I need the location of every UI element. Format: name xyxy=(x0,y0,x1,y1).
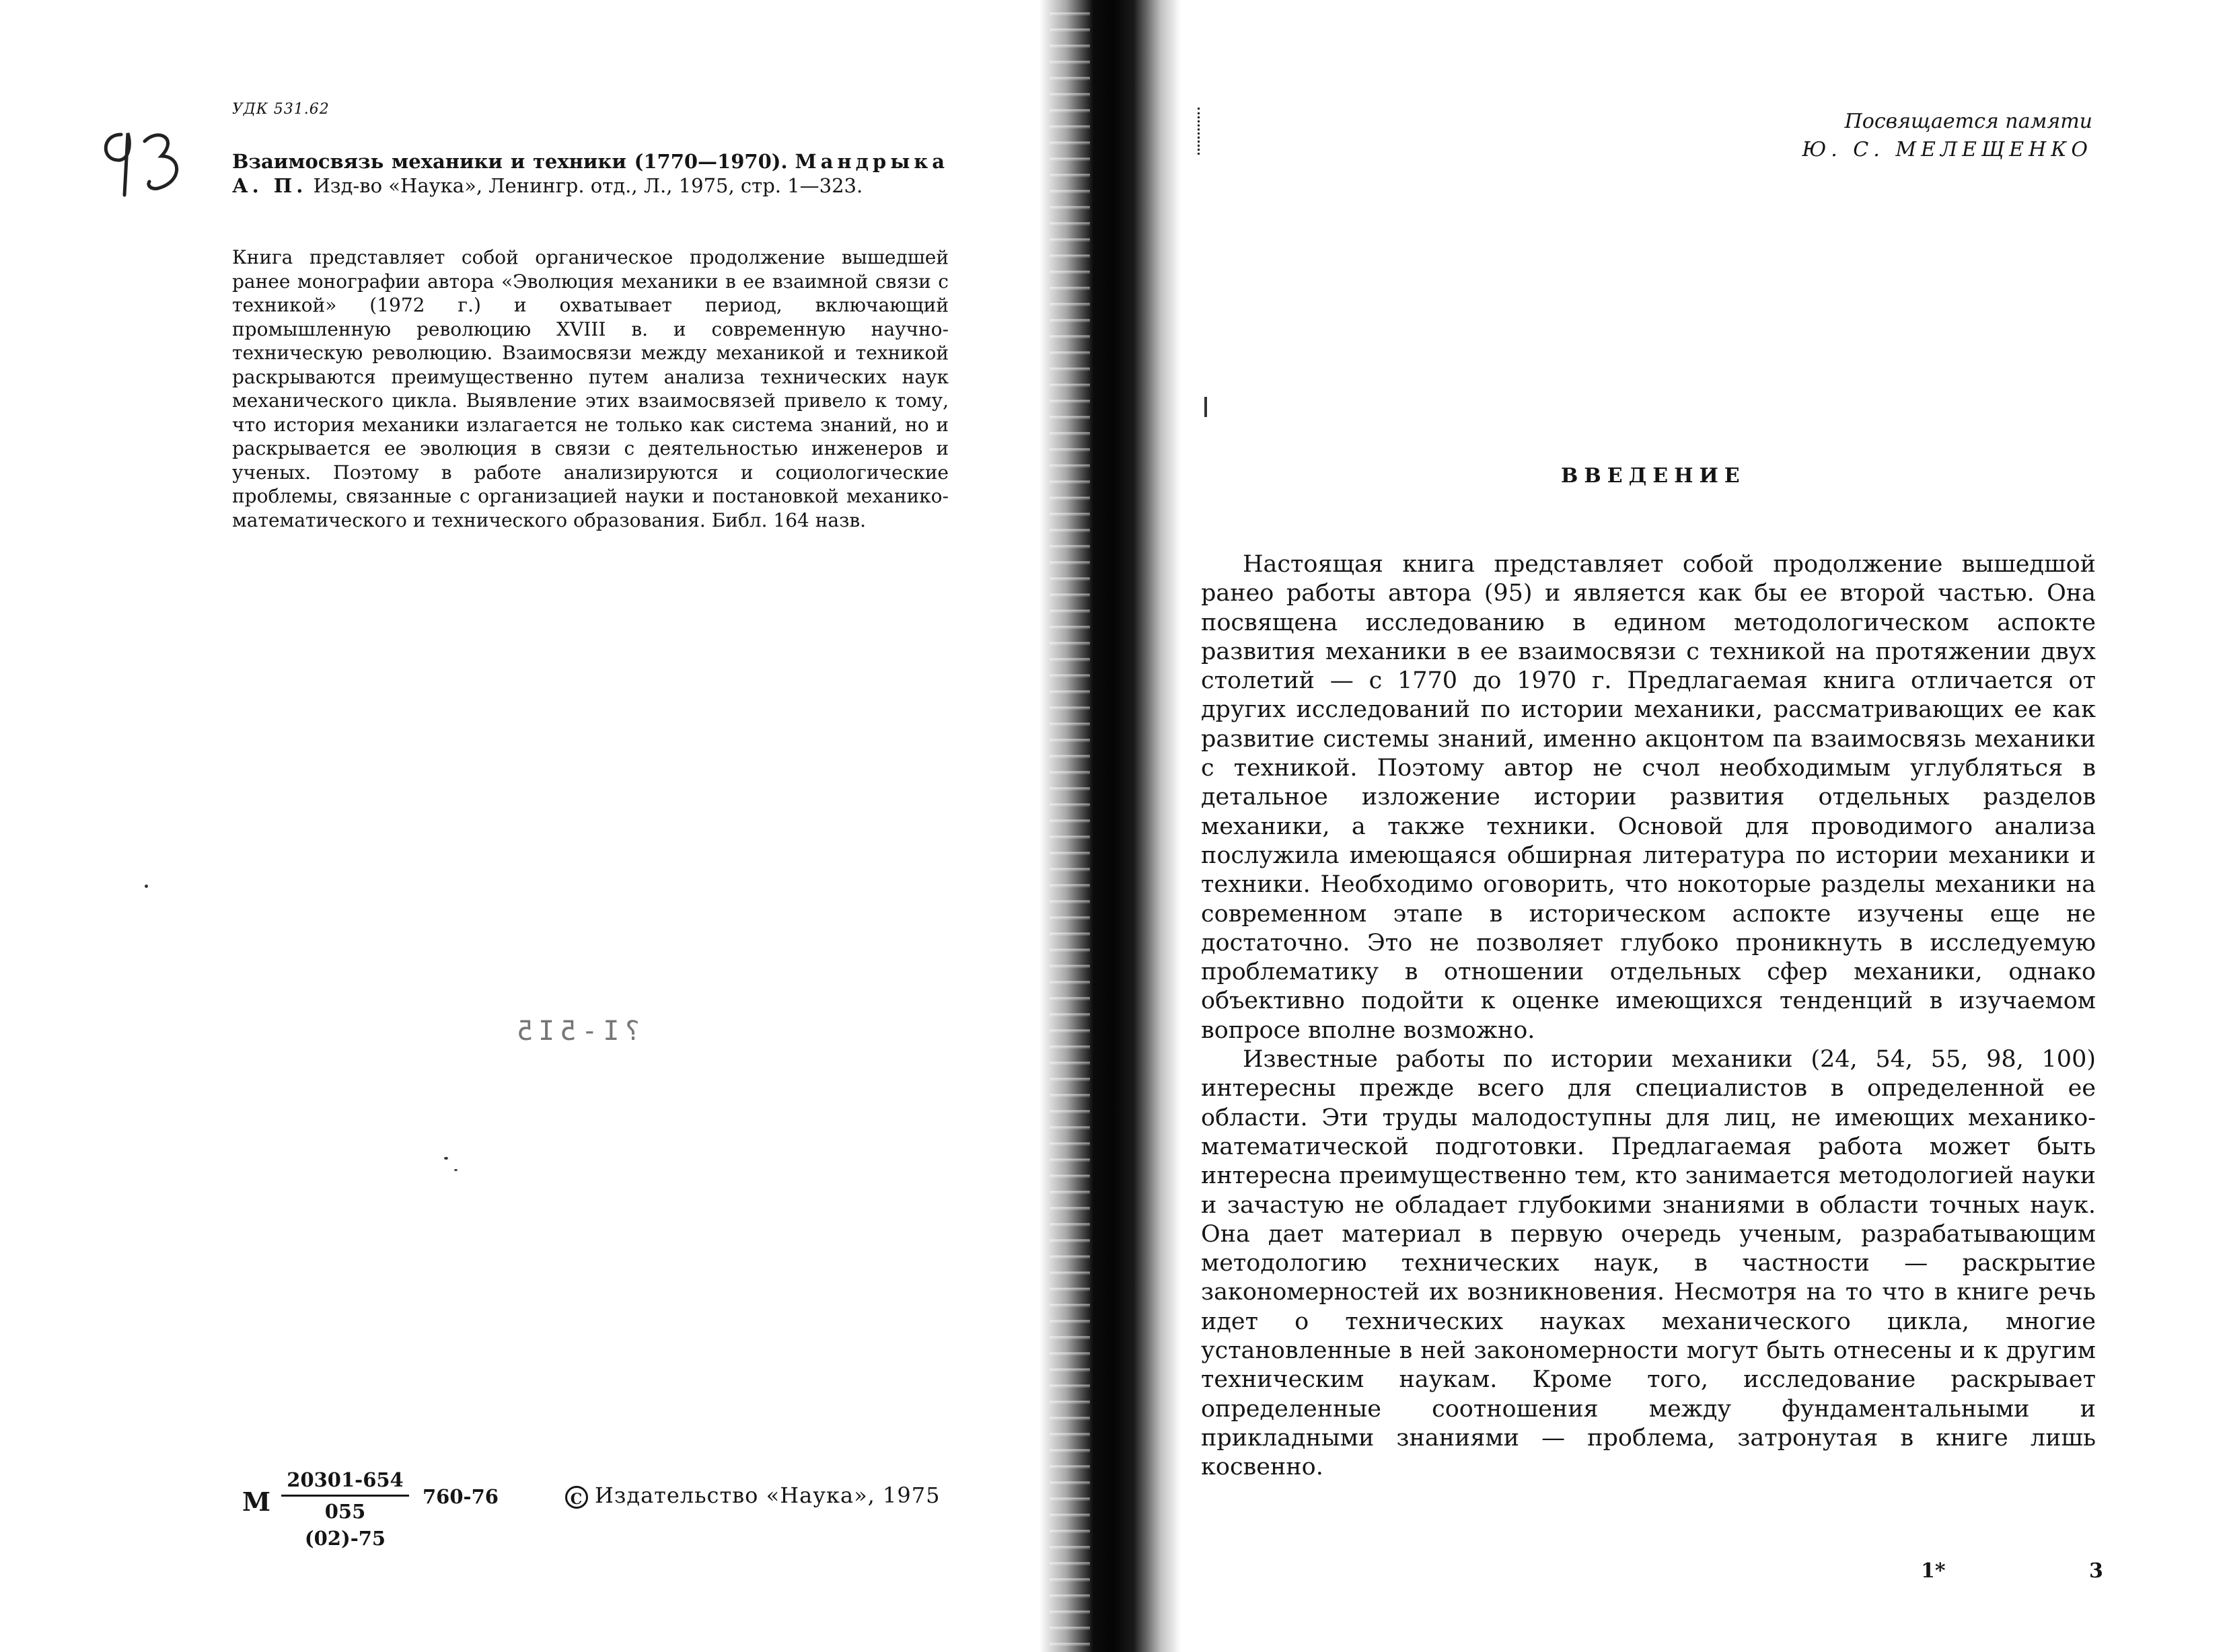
book-publisher: Изд-во «Наука», Ленингр. отд., Л., 1975, xyxy=(313,174,735,197)
dedication-line: Посвящается памяти xyxy=(1844,110,2092,133)
bibliographic-entry xyxy=(232,149,949,198)
copyright-line xyxy=(565,1482,940,1509)
library-stamp: ?I-5I5 xyxy=(511,1016,641,1047)
handwritten-number xyxy=(94,114,195,209)
book-pages: стр. 1—323. xyxy=(740,174,863,197)
speck xyxy=(145,885,148,888)
speck xyxy=(454,1169,458,1171)
imprint-fraction xyxy=(281,1466,409,1550)
margin-mark xyxy=(1204,397,1207,417)
introduction-text xyxy=(1201,550,2096,1482)
imprint-denominator: 055 (02)-75 xyxy=(304,1500,386,1550)
signature-mark: 1* xyxy=(1921,1559,1946,1583)
imprint-numerator: 20301-654 xyxy=(287,1468,404,1491)
paragraph: Настоящая книга представляет собой продолжение вышедшой ранео работы автора (95) и является как бы ее второй частью. Она посвящена исследованию в едином методологическом аспокте развития механики в ее взаимосвязи с техникой на протяжении двух столетий — с 1770 до 1970 г. Предлагаемая книга отличается от других исследований по истории механики, рассматривающих ее как развитие системы знаний, именно акцонтом па взаимосвязь механики с техникой. Поэтому автор не счол необходимым углубляться в детальное изложение истории развития отдельных разделов механики, а также техники. Основой для проводимого анализа послужила имеющаяся обширная литература по истории механики и техники. Необходимо оговорить, что нокоторые разделы механики на современном этапе в историческом аспокте изучены еще не достаточно. Это не позволяет глубоко проникнуть в исследуемую проблематику в отношении отдельных сфер механики, однако объективно подойти к оценке имеющихся тенденций в изучаемом вопросе вполне возможно. xyxy=(1201,551,2096,1044)
paragraph: Известные работы по истории механики (24, 54, 55, 98, 100) интересны прежде всего для специалистов в определенной ее области. Эти труды малодоступны для лиц, не имеющих механико-математической подготовки. Предлагаемая работа может быть интересна преимущественно тем, кто занимается методологией науки и зачастую не обладает глубокими знаниями в области точных наук. Она дает материал в первую очередь ученым, разрабатывающим методологию технических наук, в частности — раскрытие закономерностей их возникновения. Несмотря на то что в книге речь идет о технических науках механического цикла, многие установленные в ней закономерности могут быть отнесены и к другим техническим наукам. Кроме того, исследование раскрывает определенные соотношения между фундаментальными и прикладными знаниями — проблема, затронутая в книге лишь косвенно. xyxy=(1201,1046,2096,1481)
copyright-icon: С xyxy=(565,1486,588,1509)
dedication xyxy=(1783,108,2092,164)
imprint-line xyxy=(242,1466,969,1550)
margin-marks xyxy=(1198,108,1204,155)
dedication-name: Ю. С. МЕЛЕЩЕНКО xyxy=(1802,138,2092,161)
book-abstract: Книга представляет собой органическое продолжение вышедшей ранее монографии автора «Эволюция механики в ее взаимной связи с техникой» (1972 г.) и охватывает период, включающий промышленную революцию XVIII в. и современную научно-техническую революцию. Взаимосвязи между механикой и техникой раскрываются преимущественно путем анализа технических наук механического цикла. Выявление этих взаимосвязей привело к тому, что история механики излагается не только как система знаний, но и раскрывается ее эволюция в связи с деятельностью инженеров и ученых. Поэтому в работе анализируются и социологические проблемы, связанные с организацией науки и постановкой механико-математического и технического образования. Библ. 164 назв. xyxy=(232,246,949,531)
imprint-letter: М xyxy=(242,1487,271,1517)
imprint-suffix: 760-76 xyxy=(423,1485,499,1508)
speck xyxy=(444,1157,448,1160)
page-number: 3 xyxy=(2089,1559,2103,1583)
fraction-bar xyxy=(281,1495,409,1497)
copyright-text: Издательство «Наука», 1975 xyxy=(595,1482,941,1508)
chapter-heading: ВВЕДЕНИЕ xyxy=(1561,464,1746,488)
book-author: Мандрыка А. П. xyxy=(232,150,949,197)
book-title: Взаимосвязь механики и техники (1770—1970). xyxy=(232,150,788,173)
udk-code: УДК 531.62 xyxy=(232,101,330,118)
left-page xyxy=(0,0,1050,1652)
gutter-speckle xyxy=(1050,0,1090,1652)
